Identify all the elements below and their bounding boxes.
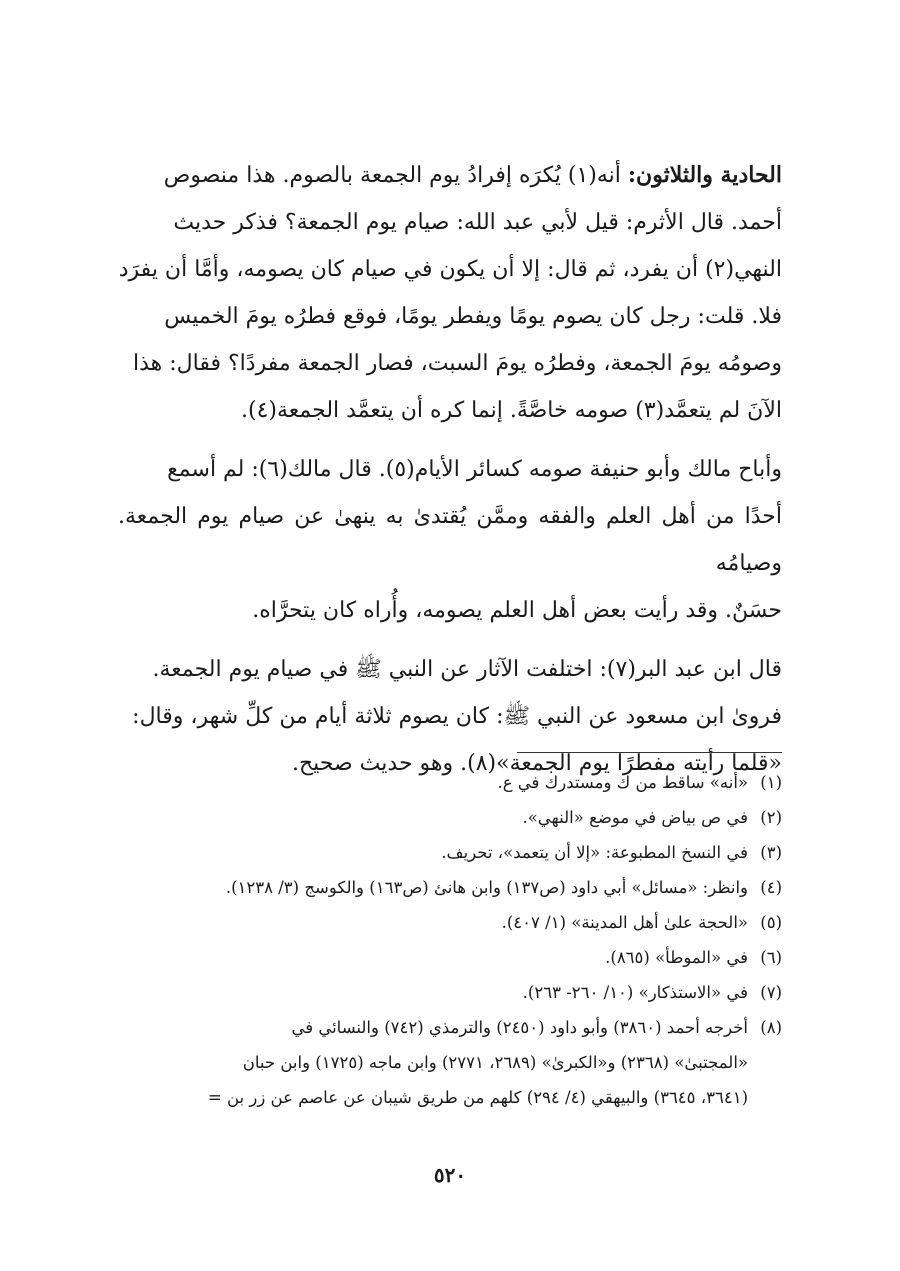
- footnote-text: [118, 1010, 748, 1115]
- text-line: الآنَ لم يتعمَّد(٣) صومه خاصَّةً. إنما كره أن يتعمَّد الجمعة(٤).: [241, 398, 782, 423]
- text-line: فروىٰ ابن مسعود عن النبي ﷺ: كان يصوم ثلاثة أيام من كلِّ شهر، وقال:: [132, 704, 782, 729]
- footnote-text: في ص بياض في موضع «النهي».: [522, 808, 748, 827]
- text-line: فلا. قلت: رجل كان يصوم يومًا ويفطر يومًا، فوقع فطرُه يومَ الخميس: [164, 304, 782, 329]
- footnote-number: (١): [760, 773, 782, 792]
- footnote-line: «المجتبىٰ» (٢٣٦٨) و«الكبرىٰ» (٢٦٨٩، ٢٧٧١) وابن ماجه (١٧٢٥) وابن حبان: [242, 1053, 748, 1072]
- footnote-text: في النسخ المطبوعة: «إلا أن يتعمد»، تحريف.: [441, 843, 748, 862]
- footnote-7: [118, 975, 782, 1010]
- footnote-number: (٤): [760, 878, 782, 897]
- text-line: حسَنٌ. وقد رأيت بعض أهل العلم يصومه، وأُراه كان يتحرَّاه.: [252, 598, 782, 623]
- footnote-number: (٨): [760, 1018, 782, 1037]
- footnote-number: (٥): [760, 913, 782, 932]
- footnote-text: «أنه» ساقط من ك ومستدرك في ع.: [497, 773, 748, 792]
- text-line: وأباح مالك وأبو حنيفة صومه كسائر الأيام(٥). قال مالك(٦): لم أسمع: [167, 457, 782, 482]
- paragraph-1: [118, 152, 782, 434]
- footnote-number: (٣): [760, 843, 782, 862]
- footnote-4: [118, 870, 782, 905]
- footnote-separator: [517, 752, 782, 753]
- text-line: أحدًا من أهل العلم والفقه وممَّن يُقتدىٰ به ينهىٰ عن صيام يوم الجمعة. وصيامُه: [118, 504, 782, 576]
- footnote-3: [118, 835, 782, 870]
- footnote-text: «الحجة علىٰ أهل المدينة» (١/ ٤٠٧).: [501, 913, 748, 932]
- footnote-5: [118, 905, 782, 940]
- main-text: [118, 152, 782, 799]
- text-line: الحادية والثلاثون: أنه(١) يُكرَه إفرادُ يوم الجمعة بالصوم. هذا منصوص: [163, 162, 782, 188]
- text-line: أحمد. قال الأثرم: قيل لأبي عبد الله: صيام يوم الجمعة؟ فذكر حديث: [173, 210, 782, 235]
- footnote-1: [118, 765, 782, 800]
- footnote-number: (٧): [760, 983, 782, 1002]
- footnote-number: (٢): [760, 808, 782, 827]
- footnote-text: في «الموطأ» (٨٦٥).: [605, 948, 748, 967]
- footnote-text: وانظر: «مسائل» أبي داود (ص١٣٧) وابن هانئ (ص١٦٣) والكوسج (٣/ ١٢٣٨).: [225, 878, 748, 897]
- footnote-text: في «الاستذكار» (١٠/ ٢٦٠- ٢٦٣).: [522, 983, 748, 1002]
- footnote-line: أخرجه أحمد (٣٨٦٠) وأبو داود (٢٤٥٠) والترمذي (٧٤٢) والنسائي في: [291, 1018, 748, 1037]
- footnote-number: (٦): [760, 948, 782, 967]
- section-lead: الحادية والثلاثون:: [627, 162, 782, 188]
- footnote-6: [118, 940, 782, 975]
- footnotes: [118, 765, 782, 1115]
- text-line: «قلما رأيته مفطرًا يوم الجمعة»(٨). وهو حديث صحيح.: [291, 751, 782, 776]
- footnote-8: [118, 1010, 782, 1115]
- footnote-2: [118, 800, 782, 835]
- page-number: ٥٢٠: [433, 1163, 467, 1187]
- text-line: وصومُه يومَ الجمعة، وفطرُه يومَ السبت، فصار الجمعة مفردًا؟ فقال: هذا: [133, 351, 782, 376]
- text-line: قال ابن عبد البر(٧): اختلفت الآثار عن النبي ﷺ في صيام يوم الجمعة.: [152, 657, 782, 682]
- paragraph-2: [118, 446, 782, 634]
- text-line: النهي(٢) أن يفرد، ثم قال: إلا أن يكون في صيام كان يصومه، وأمَّا أن يفرَد: [118, 257, 782, 282]
- footnote-line: (٣٦٤١، ٣٦٤٥) والبيهقي (٤/ ٢٩٤) كلهم من طريق شيبان عن عاصم عن زر بن =: [207, 1088, 748, 1107]
